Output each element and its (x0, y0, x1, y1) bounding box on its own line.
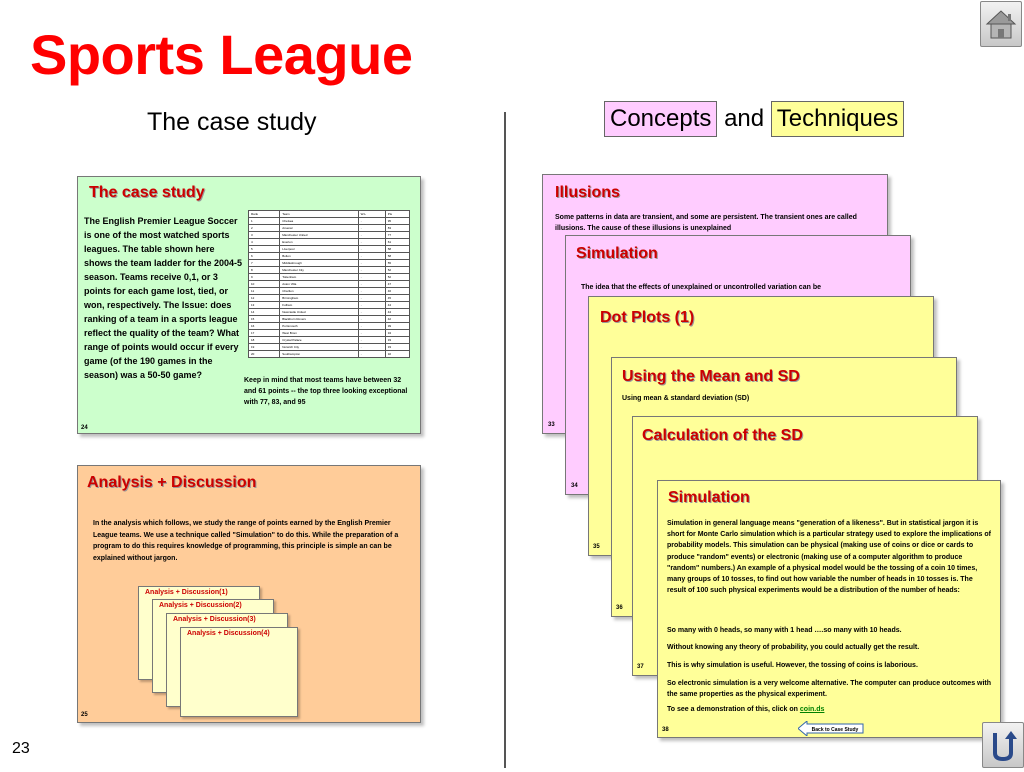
table-row (249, 323, 410, 330)
table-header-cell: W-L (358, 211, 385, 218)
table-row (249, 330, 410, 337)
slide-heading: Dot Plots (1) (600, 309, 695, 326)
slide-heading: Simulation (576, 245, 658, 262)
table-row (249, 288, 410, 295)
table-row (249, 316, 410, 323)
simulation-paragraph-6 (667, 706, 993, 713)
table-cell: 10 (249, 281, 280, 288)
table-cell: .. (358, 351, 385, 358)
table-row (249, 225, 410, 232)
table-cell: .. (358, 323, 385, 330)
table-row (249, 302, 410, 309)
table-cell: 17 (249, 330, 280, 337)
simulation-slide-2[interactable] (657, 480, 1001, 738)
table-row (249, 260, 410, 267)
table-cell: .. (358, 302, 385, 309)
table-cell: .. (358, 316, 385, 323)
table-header-cell: Team (280, 211, 358, 218)
table-cell: West Brom (280, 330, 358, 337)
slide-text: Some patterns in data are transient, and some are persistent. The transient ones are called illusions. The cause of these illusions is unexplained (555, 214, 857, 232)
table-cell: 8 (249, 267, 280, 274)
table-cell: 1 (249, 218, 280, 225)
table-row (249, 239, 410, 246)
simulation-paragraph-5: So electronic simulation is a very welcome alternative. The computer can produce outcomes with the same properties as the physical experiment. (667, 680, 992, 699)
table-cell: .. (358, 330, 385, 337)
slide-text: Using mean & standard deviation (SD) (622, 395, 750, 402)
analysis-text: In the analysis which follows, we study the range of points earned by the English Premier League teams. We use a technique called "Simulation" to do this. While the preparation of a program to do this requires knowledge of programming, this principle is simple an can be explained without jargon. (93, 520, 399, 562)
table-cell: 4 (249, 239, 280, 246)
table-cell: 61 (385, 239, 409, 246)
table-cell: Manchester United (280, 232, 358, 239)
simulation-paragraph-1: Simulation in general language means "generation of a likeness". But in statistical jargon it is short for Monte Carlo simulation which is a particular strategy used to explore the implications of probability models. This simulation can be physical (making use of coins or dice or cards to produce "random" events) or electronic (making use of a computer algorithm to produce "random" numbers.) An example of a physical model would be the tossing of a coin 10 times, many groups of 10 tosses, to find out how variable the number of heads in 10 tosses is. The result of 100 such physical experiments would be a distribution of the number of heads: (667, 520, 991, 595)
table-cell: .. (358, 337, 385, 344)
concepts-label: Concepts (604, 101, 717, 137)
slide-number: 33 (548, 422, 555, 428)
table-cell: 18 (249, 337, 280, 344)
table-cell: 55 (385, 260, 409, 267)
table-cell: 33 (385, 337, 409, 344)
return-icon (983, 723, 1023, 767)
table-cell: Chelsea (280, 218, 358, 225)
table-cell: 47 (385, 281, 409, 288)
table-cell: 33 (385, 344, 409, 351)
table-cell: 52 (385, 267, 409, 274)
case-study-note: Keep in mind that most teams have between 32 and 61 points -- the top three looking exceptional with 77, 83, and 95 (244, 377, 408, 406)
techniques-label: Techniques (771, 101, 904, 137)
home-icon (981, 2, 1021, 46)
table-cell: .. (358, 309, 385, 316)
table-cell: 58 (385, 246, 409, 253)
table-cell: 16 (249, 323, 280, 330)
table-header-cell: Pts (385, 211, 409, 218)
table-row (249, 309, 410, 316)
table-cell: 32 (385, 351, 409, 358)
table-cell: 19 (249, 344, 280, 351)
table-row (249, 351, 410, 358)
table-cell: Arsenal (280, 225, 358, 232)
table-row (249, 253, 410, 260)
table-row (249, 274, 410, 281)
home-button[interactable] (980, 1, 1022, 47)
simulation-paragraph-3: Without knowing any theory of probability, you could actually get the result. (667, 644, 920, 651)
mini-slide-title: Analysis + Discussion(4) (187, 630, 270, 637)
table-cell: Middlesbrough (280, 260, 358, 267)
table-cell: .. (358, 239, 385, 246)
table-cell: 42 (385, 316, 409, 323)
table-cell: 14 (249, 309, 280, 316)
table-cell: 77 (385, 232, 409, 239)
coin-demo-link[interactable]: coin.ds (799, 706, 825, 713)
table-cell: 46 (385, 288, 409, 295)
slide-number: 34 (571, 483, 578, 489)
table-cell: 44 (385, 309, 409, 316)
slide-number: 24 (81, 425, 88, 431)
slide-number: 35 (593, 544, 600, 550)
table-cell: Manchester City (280, 267, 358, 274)
table-cell: Norwich City (280, 344, 358, 351)
table-header-cell: Rank (249, 211, 280, 218)
mini-slide-4[interactable] (180, 627, 298, 717)
table-cell: Bolton (280, 253, 358, 260)
table-cell: .. (358, 295, 385, 302)
table-header-row (249, 211, 410, 218)
table-cell: 83 (385, 225, 409, 232)
slide-number: 38 (662, 727, 669, 733)
table-cell: 52 (385, 274, 409, 281)
table-cell: Aston Villa (280, 281, 358, 288)
table-cell: Blackburn Rovers (280, 316, 358, 323)
slide-heading: Illusions (555, 184, 620, 201)
slide-text: The idea that the effects of unexplained or uncontrolled variation can be (581, 284, 821, 291)
slide-heading: Simulation (668, 489, 750, 506)
table-cell: Fulham (280, 302, 358, 309)
case-study-heading: The case study (89, 184, 205, 201)
table-cell: 45 (385, 295, 409, 302)
case-study-text: The English Premier League Soccer is one of the most watched sports leagues. The table shown here shows the team ladder for the 2004-5 season. Teams receive 0,1, or 3 points for each game lost, tied, or won, respectively. The Issue: does ranking of a team in a sports league reflect the quality of the team? What range of points would occur if every game (of the 190 games in the season) was a 50-50 game? (84, 216, 243, 380)
analysis-heading: Analysis + Discussion (87, 474, 257, 491)
column-divider (504, 112, 506, 768)
table-cell: .. (358, 225, 385, 232)
table-cell: 9 (249, 274, 280, 281)
table-cell: 3 (249, 232, 280, 239)
table-cell: .. (358, 274, 385, 281)
league-table (248, 210, 410, 358)
demo-prefix: To see a demonstration of this, click on (667, 706, 800, 713)
table-row (249, 281, 410, 288)
simulation-paragraph-2: So many with 0 heads, so many with 1 head ….so many with 10 heads. (667, 627, 902, 634)
page-number: 23 (12, 740, 30, 757)
slide-number: 25 (81, 712, 88, 718)
table-cell: .. (358, 246, 385, 253)
slide-number: 36 (616, 605, 623, 611)
table-cell: .. (358, 253, 385, 260)
case-study-slide[interactable] (77, 176, 421, 434)
table-cell: 58 (385, 253, 409, 260)
table-cell: Tottenham (280, 274, 358, 281)
table-cell: .. (358, 218, 385, 225)
table-cell: .. (358, 232, 385, 239)
page-title: Sports League (30, 23, 413, 86)
table-cell: .. (358, 281, 385, 288)
and-label: and (724, 105, 765, 132)
return-button[interactable] (982, 722, 1024, 768)
table-row (249, 337, 410, 344)
analysis-slide[interactable] (77, 465, 421, 723)
table-cell: Crystal Palace (280, 337, 358, 344)
slide-number: 37 (637, 664, 644, 670)
slide-heading: Calculation of the SD (642, 427, 803, 444)
table-row (249, 267, 410, 274)
table-row (249, 344, 410, 351)
table-row (249, 295, 410, 302)
table-cell: Birmingham (280, 295, 358, 302)
table-cell: 44 (385, 302, 409, 309)
table-cell: .. (358, 267, 385, 274)
table-cell: Everton (280, 239, 358, 246)
back-to-case-study-button[interactable] (798, 721, 864, 736)
slide-heading: Using the Mean and SD (622, 368, 800, 385)
table-cell: 20 (249, 351, 280, 358)
mini-slide-title: Analysis + Discussion(1) (145, 589, 228, 596)
table-cell: 6 (249, 253, 280, 260)
table-cell: 11 (249, 288, 280, 295)
table-cell: .. (358, 344, 385, 351)
table-cell: 95 (385, 218, 409, 225)
table-cell: 34 (385, 330, 409, 337)
table-cell: Liverpool (280, 246, 358, 253)
case-study-subtitle: The case study (147, 108, 317, 136)
table-cell: .. (358, 260, 385, 267)
table-cell: 39 (385, 323, 409, 330)
table-row (249, 218, 410, 225)
table-cell: Portsmouth (280, 323, 358, 330)
table-cell: 13 (249, 302, 280, 309)
table-cell: 15 (249, 316, 280, 323)
table-cell: .. (358, 288, 385, 295)
table-cell: Charlton (280, 288, 358, 295)
table-cell: 2 (249, 225, 280, 232)
table-cell: Newcastle United (280, 309, 358, 316)
simulation-paragraph-4: This is why simulation is useful. However, the tossing of coins is laborious. (667, 662, 918, 669)
table-cell: 12 (249, 295, 280, 302)
table-cell: 5 (249, 246, 280, 253)
back-label: Back to Case Study (811, 727, 859, 733)
table-cell: 7 (249, 260, 280, 267)
concepts-techniques-header (604, 101, 904, 137)
mini-slide-title: Analysis + Discussion(2) (159, 602, 242, 609)
table-row (249, 246, 410, 253)
mini-slide-title: Analysis + Discussion(3) (173, 616, 256, 623)
table-cell: Southampton (280, 351, 358, 358)
table-row (249, 232, 410, 239)
